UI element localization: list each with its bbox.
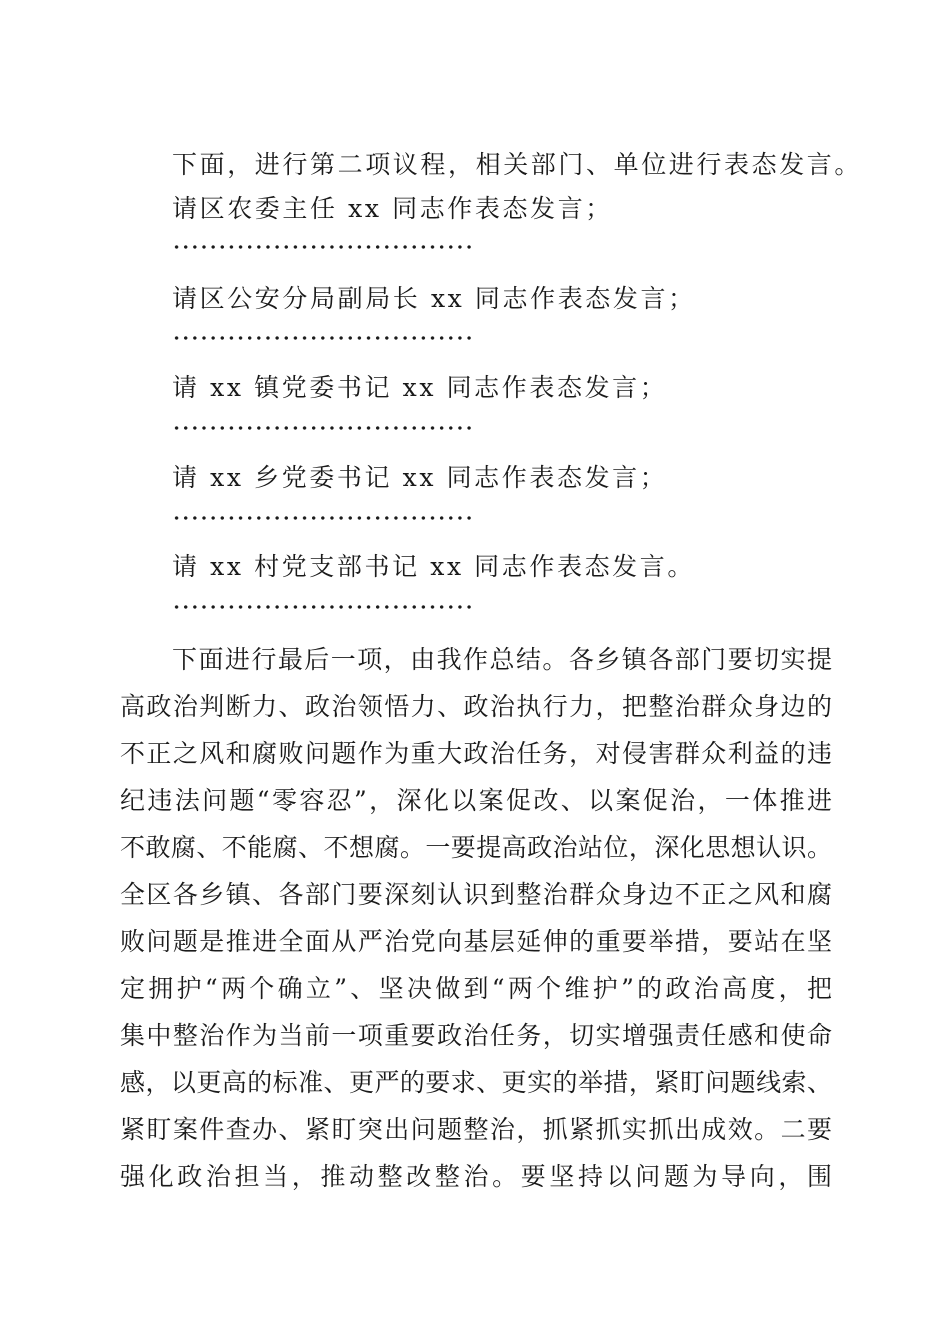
- summary-line: 不敢腐、不能腐、不想腐。一要提高政治站位，深化思想认识。: [120, 833, 832, 862]
- speaker-line-5: 请 xx 村党支部书记 xx 同志作表态发言。: [172, 552, 695, 581]
- ellipsis-dots-2: [172, 335, 474, 341]
- ellipsis-dots-3: [172, 425, 474, 431]
- ellipsis-dots-4: [172, 515, 474, 521]
- summary-line: 败问题是推进全面从严治党向基层延伸的重要举措，要站在坚: [120, 927, 832, 956]
- summary-line: 紧盯案件查办、紧盯突出问题整治，抓紧抓实抓出成效。二要: [120, 1115, 832, 1144]
- summary-line: 下面进行最后一项，由我作总结。各乡镇各部门要切实提: [172, 645, 832, 674]
- summary-line: 高政治判断力、政治领悟力、政治执行力，把整治群众身边的: [120, 692, 832, 721]
- summary-line: 感，以更高的标准、更严的要求、更实的举措，紧盯问题线索、: [120, 1068, 832, 1097]
- agenda-intro: 下面，进行第二项议程，相关部门、单位进行表态发言。: [172, 150, 863, 179]
- summary-line: 集中整治作为当前一项重要政治任务，切实增强责任感和使命: [120, 1021, 832, 1050]
- ellipsis-dots-1: [172, 244, 474, 250]
- ellipsis-dots-5: [172, 604, 474, 610]
- summary-line: 强化政治担当，推动整改整治。要坚持以问题为导向，围: [120, 1162, 832, 1191]
- summary-paragraph: [120, 636, 832, 1200]
- summary-line: 纪违法问题“零容忍”，深化以案促改、以案促治，一体推进: [120, 786, 832, 815]
- speaker-line-3: 请 xx 镇党委书记 xx 同志作表态发言；: [172, 373, 668, 402]
- summary-line: 全区各乡镇、各部门要深刻认识到整治群众身边不正之风和腐: [120, 880, 832, 909]
- speaker-line-4: 请 xx 乡党委书记 xx 同志作表态发言；: [172, 463, 668, 492]
- summary-line: 定拥护“两个确立”、坚决做到“两个维护”的政治高度，把: [120, 974, 832, 1003]
- summary-line: 不正之风和腐败问题作为重大政治任务，对侵害群众利益的违: [120, 739, 832, 768]
- speaker-line-2: 请区公安分局副局长 xx 同志作表态发言；: [172, 284, 696, 313]
- speaker-line-1: 请区农委主任 xx 同志作表态发言；: [172, 194, 613, 223]
